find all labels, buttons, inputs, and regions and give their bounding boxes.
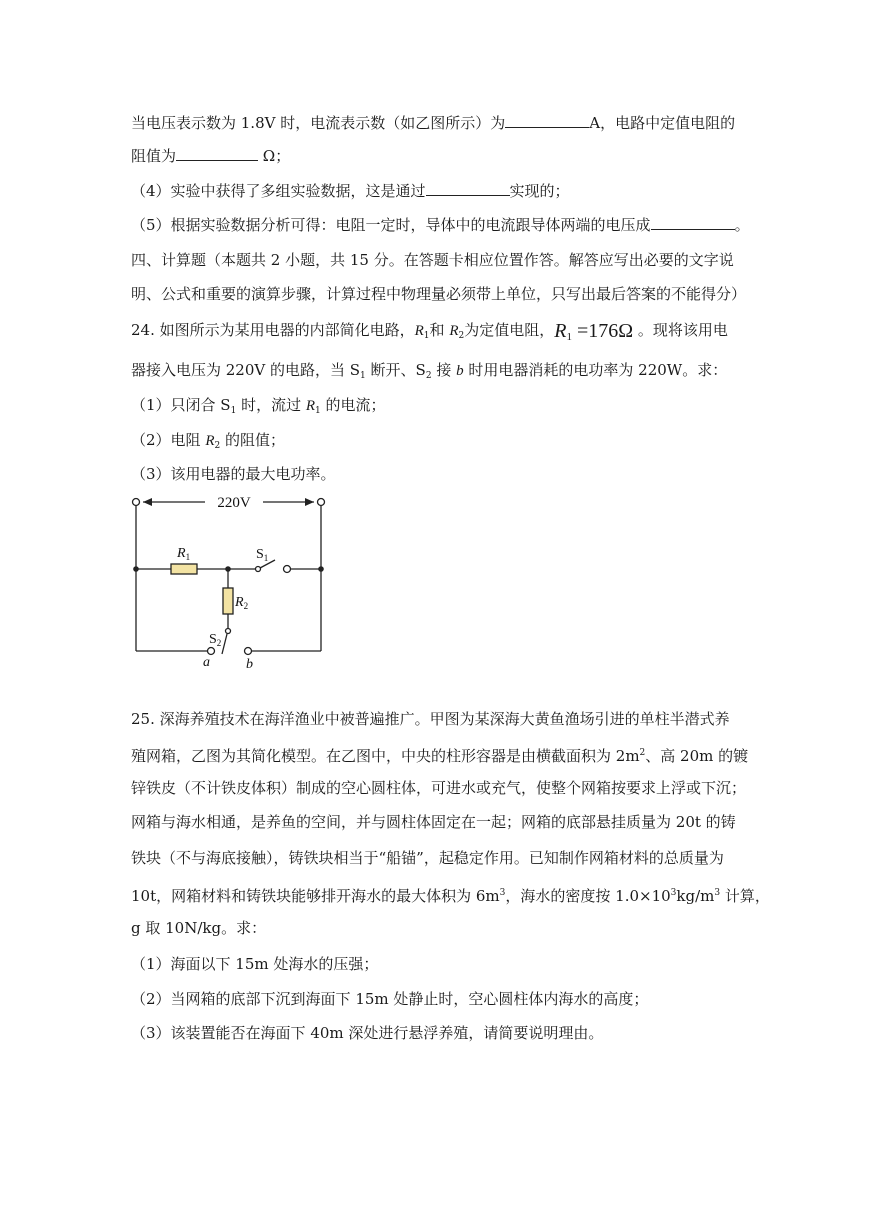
q24-intro-d: 。现将该用电 (633, 321, 728, 339)
q24-formula (554, 320, 633, 342)
q24-intro (131, 320, 728, 347)
q23-item4 (131, 181, 570, 201)
resistor-r1 (171, 564, 197, 574)
junction-right (318, 566, 324, 572)
q25-line2-b: 、高 20m 的镀 (645, 747, 749, 765)
switch-s1-contact (284, 566, 291, 573)
q25-sub2: （2）当网箱的底部下沉到海面下 15m 处静止时，空心圆柱体内海水的高度； (131, 990, 649, 1008)
terminal-top-right (318, 499, 325, 506)
q25-line1: 25. 深海养殖技术在海洋渔业中被普遍推广。甲图为某深海大黄鱼渔场引进的单柱半潜式养 (131, 710, 730, 728)
q24-sub1-b: 时，流过 (236, 396, 306, 414)
switch-s1-pivot (256, 567, 261, 572)
answer-blank-method[interactable] (426, 181, 510, 196)
q25-line5: 铁块（不与海底接触），铸铁块相当于“船锚”，起稳定作用。已知制作网箱材料的总质量为 (131, 849, 724, 867)
q23-item5-text-a: （5）根据实验数据分析可得：电阻一定时，导体中的电流跟导体两端的电压成 (131, 216, 651, 234)
q24-r1-sub: 1 (423, 331, 430, 341)
q23-line2-text-b: Ω； (258, 147, 291, 165)
q23-line1-text-a: 当电压表示数为 1.8V 时，电流表示数（如乙图所示）为 (131, 114, 506, 132)
junction-left (133, 566, 139, 572)
q24-sub1-c: 的电流； (320, 396, 386, 414)
q25-line3: 锌铁皮（不计铁皮体积）制成的空心圆柱体，可进水或充气，使整个网箱按要求上浮或下沉； (131, 779, 747, 797)
arrowhead-left (143, 498, 152, 506)
q24-sub2-r: R (205, 433, 215, 449)
q25-line2 (131, 743, 748, 766)
q24-sub2-b: 的阻值； (220, 431, 285, 449)
q24-sub1-rs: 1 (315, 406, 321, 416)
q24-r1: R (414, 323, 424, 339)
q25-line6-b: ，海水的密度按 1.0×10 (505, 887, 671, 905)
q24-r2: R (449, 323, 459, 339)
q24-sub2-rs: 2 (214, 441, 221, 451)
q23-line2-text-a: 阻值为 (131, 147, 177, 165)
junction-mid (225, 566, 231, 572)
q23-line1 (131, 113, 735, 133)
q24-line2 (131, 360, 727, 386)
q25-line6-a: 10t，网箱材料和铸铁块能够排开海水的最大体积为 6m (131, 887, 500, 905)
label-b: b (246, 657, 253, 672)
q24-line2-s1-sub: 1 (360, 371, 366, 381)
q24-line2-s2-sub: 2 (425, 371, 432, 381)
label-s2: $S_2$ (209, 632, 222, 648)
q24-line2-c: 接 (431, 361, 457, 379)
arrowhead-right (305, 498, 314, 506)
q25-line4: 网箱与海水相通，是养鱼的空间，并与圆柱体固定在一起；网箱的底部悬挂质量为 20t 的铸 (131, 813, 736, 831)
q25-line2-sup: 2 (639, 748, 646, 758)
section4-line2: 明、公式和重要的演算步骤，计算过程中物理量必须带上单位，只写出最后答案的不能得分） (131, 285, 747, 303)
q23-item5 (131, 215, 750, 235)
q24-line2-b-letter: b (456, 363, 464, 379)
voltage-label: 220V (217, 495, 251, 511)
q24-r2-sub: 2 (458, 331, 465, 341)
q24-formula-rest: =176Ω (571, 320, 634, 342)
q25-line6-sup3: 3 (714, 888, 721, 898)
answer-blank-relation[interactable] (651, 215, 735, 230)
q24-sub1-a: （1）只闭合 S (131, 396, 231, 414)
circuit-diagram (125, 488, 335, 678)
q25-sub1: （1）海面以下 15m 处海水的压强； (131, 955, 379, 973)
contact-a (208, 648, 215, 655)
q25-line6 (131, 883, 770, 906)
q25-line6-sup: 3 (499, 888, 506, 898)
q23-item4-text-b: 实现的； (509, 182, 570, 200)
terminal-top-left (133, 499, 140, 506)
q24-intro-a: 24. 如图所示为某用电器的内部简化电路， (131, 321, 415, 339)
label-a: a (203, 655, 210, 670)
q24-formula-sub: 1 (566, 331, 572, 343)
q24-sub3: （3）该用电器的最大电功率。 (131, 465, 336, 483)
label-r2: $R_2$ (235, 595, 249, 611)
q24-line2-a: 器接入电压为 220V 的电路，当 S (131, 361, 361, 379)
q23-line2 (131, 146, 290, 166)
q24-sub2 (131, 430, 285, 456)
q24-sub1-r: R (305, 398, 316, 414)
label-r1: $R_1$ (177, 546, 191, 562)
q24-sub2-a: （2）电阻 (131, 431, 206, 449)
q24-intro-c: 为定值电阻， (464, 321, 555, 339)
q25-line6-sup2: 3 (670, 888, 677, 898)
q24-line2-b: 断开、S (365, 361, 426, 379)
answer-blank-current[interactable] (505, 113, 589, 128)
q25-line2-a: 殖网箱，乙图为其简化模型。在乙图中，中央的柱形容器是由横截面积为 2m (131, 747, 640, 765)
label-s1: $S_1$ (256, 547, 269, 563)
q23-line1-text-b: A，电路中定值电阻的 (589, 114, 736, 132)
q24-line2-d: 时用电器消耗的电功率为 220W。求： (463, 361, 728, 379)
answer-blank-resistance[interactable] (176, 146, 258, 161)
q25-sub3: （3）该装置能否在海面下 40m 深处进行悬浮养殖，请简要说明理由。 (131, 1024, 604, 1042)
q25-line6-c: kg/m (676, 887, 715, 905)
q24-formula-r: R (554, 320, 567, 342)
switch-s2-blade (222, 634, 227, 654)
section4-line1: 四、计算题（本题共 2 小题，共 15 分。在答题卡相应位置作答。解答应写出必要的文字说 (131, 251, 734, 269)
q23-item4-text-a: （4）实验中获得了多组实验数据，这是通过 (131, 182, 426, 200)
contact-b (245, 648, 252, 655)
q24-sub1-s: 1 (230, 406, 237, 416)
switch-s2-pivot (226, 629, 231, 634)
q25-line7: g 取 10N/kg。求： (131, 919, 267, 937)
resistor-r2 (223, 588, 233, 614)
q24-sub1 (131, 395, 386, 421)
q25-line6-d: 计算， (720, 887, 770, 905)
q24-intro-b: 和 (429, 321, 450, 339)
q23-item5-text-b: 。 (734, 216, 750, 234)
